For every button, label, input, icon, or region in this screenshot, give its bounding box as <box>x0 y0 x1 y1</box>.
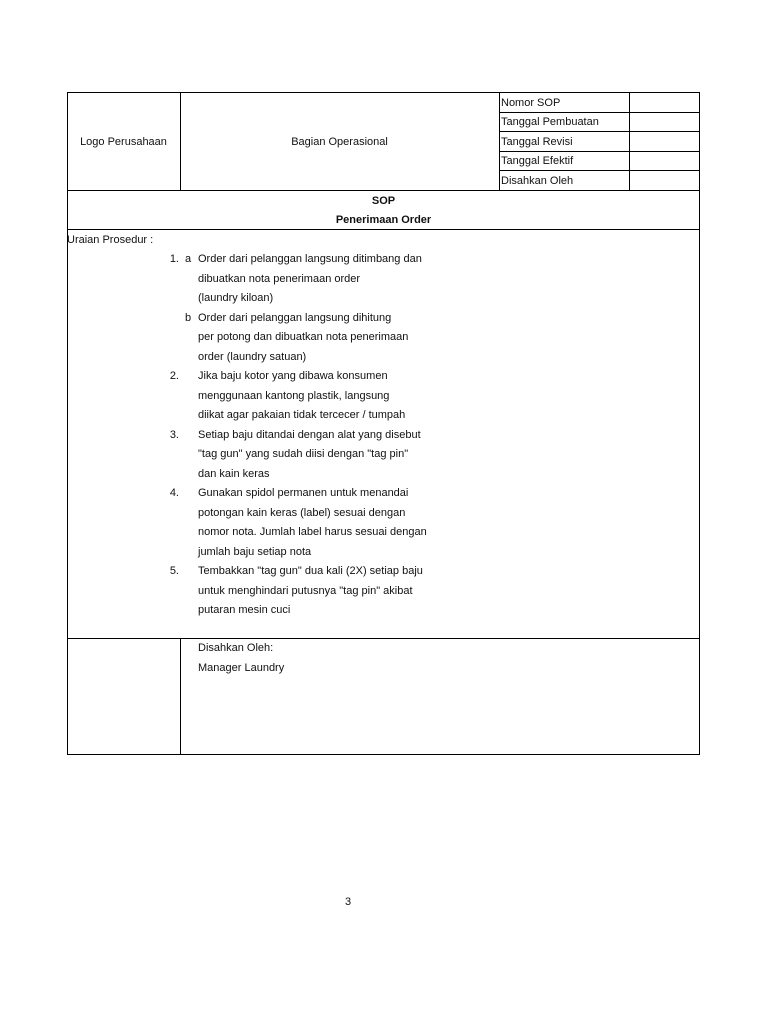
step-number: 4. <box>169 487 179 499</box>
field-row-line-3 <box>499 151 700 152</box>
sop-document <box>67 92 700 755</box>
field-disahkan-oleh: Disahkan Oleh <box>501 175 574 187</box>
step-text: (laundry kiloan) <box>198 292 274 304</box>
document-title: SOP <box>371 195 396 207</box>
approval-role: Manager Laundry <box>198 662 285 674</box>
step-text: dan kain keras <box>198 467 270 480</box>
department-name: Bagian Operasional <box>291 136 388 148</box>
page-number: 3 <box>344 896 352 908</box>
step-number: 5. <box>169 565 179 577</box>
field-tanggal-revisi: Tanggal Revisi <box>501 136 573 148</box>
header-divider-2 <box>499 92 500 190</box>
header-divider-3 <box>629 92 630 190</box>
approval-divider <box>180 638 181 755</box>
step-text: putaran mesin cuci <box>198 604 291 616</box>
field-tanggal-pembuatan: Tanggal Pembuatan <box>501 116 599 128</box>
step-text: nomor nota. Jumlah label harus sesuai dengan <box>198 526 427 538</box>
header-bottom-line <box>67 190 700 191</box>
step-text: Gunakan spidol permanen untuk menandai <box>198 487 409 499</box>
field-nomor-sop: Nomor SOP <box>501 97 561 109</box>
step-text: diikat agar pakaian tidak tercecer / tumpah <box>198 409 406 421</box>
field-row-line-4 <box>499 170 700 171</box>
step-text: Tembakkan "tag gun" dua kali (2X) setiap baju <box>198 565 423 577</box>
step-text: order (laundry satuan) <box>198 350 307 363</box>
border-bottom <box>67 754 700 755</box>
sub-step-letter: b <box>184 311 192 324</box>
title-bottom-line <box>67 229 700 230</box>
document-subtitle: Penerimaan Order <box>335 214 432 226</box>
step-text: potongan kain keras (label) sesuai dengan <box>198 506 406 519</box>
step-text: menggunaan kantong plastik, langsung <box>198 389 390 402</box>
step-number: 2. <box>169 370 179 382</box>
procedure-heading: Uraian Prosedur : <box>67 234 154 246</box>
step-number: 3. <box>169 428 179 441</box>
step-text: jumlah baju setiap nota <box>198 545 312 558</box>
border-right <box>699 92 700 755</box>
step-text: untuk menghindari putusnya "tag pin" akibat <box>198 584 413 597</box>
procedure-bottom-line <box>67 638 700 639</box>
step-text: "tag gun" yang sudah diisi dengan "tag pin" <box>198 448 409 460</box>
border-left <box>67 92 68 755</box>
step-text: dibuatkan nota penerimaan order <box>198 272 361 285</box>
field-tanggal-efektif: Tanggal Efektif <box>501 155 574 167</box>
field-row-line-1 <box>499 112 700 113</box>
step-text: Order dari pelanggan langsung dihitung <box>198 311 392 324</box>
step-text: per potong dan dibuatkan nota penerimaan <box>198 331 409 343</box>
step-text: Jika baju kotor yang dibawa konsumen <box>198 370 388 382</box>
border-top <box>67 92 700 93</box>
logo-placeholder: Logo Perusahaan <box>80 136 167 148</box>
sub-step-letter: a <box>184 253 192 265</box>
approval-label: Disahkan Oleh: <box>198 642 274 654</box>
step-text: Setiap baju ditandai dengan alat yang disebut <box>198 428 421 441</box>
step-text: Order dari pelanggan langsung ditimbang dan <box>198 253 422 265</box>
field-row-line-2 <box>499 131 700 132</box>
step-number: 1. <box>169 253 179 265</box>
